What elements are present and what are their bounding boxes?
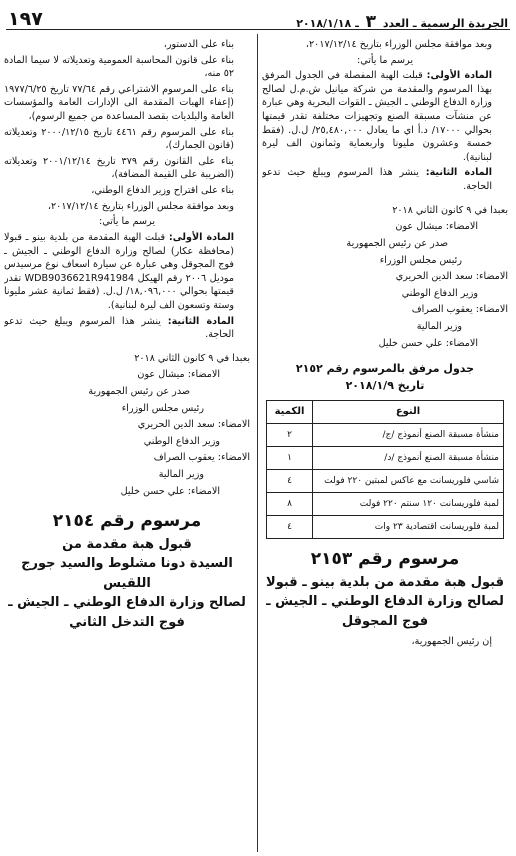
cell-qty: ٢ xyxy=(267,424,313,447)
cell-type: لمبة فلوريسانت ١٢٠ سنتم ٢٢٠ فولت xyxy=(313,493,504,516)
issued-place-date: بعبدا في ٩ كانون الثاني ٢٠١٨ xyxy=(392,204,508,216)
cell-type: لمبة فلوريسانت اقتصادية ٢٣ وات xyxy=(313,516,504,539)
table-title-line-1: جدول مرفق بالمرسوم رقم ٢١٥٢ xyxy=(295,362,475,376)
article-2 xyxy=(4,315,250,342)
issue-date: ٢٠١٨/١/١٨ xyxy=(296,17,352,30)
table-row xyxy=(267,424,504,447)
issued-by: صدر عن رئيس الجمهورية xyxy=(346,237,448,249)
table-header-row xyxy=(267,401,504,424)
article-1-text: قبلت الهبة المفصلة في الجدول المرفق بهذا المرسوم والمقدمة من شركة ميانيل ش.م.ل لصالح وزارة الدفاع الوطني ـ الجيش ـ القوات البحرية وهي عبارة عن منشآت مسبقة الصنع وتجهيزات مختلفة تقدر قيمتها بحوالي ١٧٠٠٠/ د.أ اي ما يعادل ٢٥,٤٨٠,٠٠٠/ ل.ل. (فقط خمسة وعشرون مليونا واربعماية وثمانون الف ليرة لبنانية). xyxy=(262,70,492,163)
approval-line: وبعد موافقة مجلس الوزراء بتاريخ ٢٠١٧/١٢/١٤، xyxy=(305,39,492,50)
basis-line: بناء على المرسوم الاشتراعي رقم ٧٧/٦٤ تاريخ ١٩٧٧/٦/٢٥ (إعفاء الهبات المقدمة الى الإدارات العامة والمؤسسات العامة والبلديات بقصد المساعدة من جميع الرسوم)، xyxy=(4,83,234,123)
header-qty: الكمية xyxy=(267,401,313,424)
table-row xyxy=(267,470,504,493)
defense-minister-title: وزير الدفاع الوطني xyxy=(401,287,478,299)
signature-block xyxy=(262,204,508,350)
defense-minister-title: وزير الدفاع الوطني xyxy=(143,435,220,447)
decree-2153-opening: إن رئيس الجمهورية، xyxy=(411,636,492,648)
article-1-text: قبلت الهبة المقدمة من بلدية بينو ـ قبولا (محافظة عكار) لصالح وزارة الدفاع الوطني ـ الجيش ـ فوج المجوقل وهي عبارة عن سيارة اسعاف نوع مرسيدس موديل ٢٠٠٦ رقم الهيكل WDB9036621R941984 تقدر قيمتها بحوالي ١٨,٠٩٦,٠٠٠/ ل.ل. (فقط ثمانية عشر مليونا وستة وتسعون الف ليرة لبنانية). xyxy=(4,231,234,311)
basis-line: وبعد موافقة مجلس الوزراء بتاريخ ٢٠١٧/١٢/١٤، xyxy=(47,200,234,212)
article-2-label: المادة الثانية: xyxy=(167,315,234,327)
cell-qty: ٨ xyxy=(267,493,313,516)
page-number: ١٩٧ xyxy=(8,8,43,30)
page-header xyxy=(6,4,510,30)
decree-2154-title-4: فوج التدخل الثاني xyxy=(69,614,185,630)
basis-line: بناء على المرسوم رقم ٤٤٦١ تاريخ ٢٠٠٠/١٢/١٥ وتعديلاته (قانون الجمارك)، xyxy=(4,126,234,152)
signature-defense-minister: الامضاء: يعقوب الصراف xyxy=(411,304,508,316)
basis-line: بناء على القانون رقم ٣٧٩ تاريخ ٢٠٠١/١٢/١٤ وتعديلاته (الضريبة على القيمة المضافة)، xyxy=(4,155,234,181)
decree-2154-title-3: لصالح وزارة الدفاع الوطني ـ الجيش ـ xyxy=(8,595,246,611)
table-row xyxy=(267,447,504,470)
article-2-text: ينشر هذا المرسوم ويبلغ حيث تدعو الحاجة. xyxy=(4,315,234,341)
table-row xyxy=(267,516,504,539)
signature-finance-minister: الامضاء: علي حسن خليل xyxy=(378,337,478,349)
cell-qty: ٤ xyxy=(267,470,313,493)
right-column xyxy=(262,38,508,852)
signature-block xyxy=(4,352,250,498)
pm-title: رئيس مجلس الوزراء xyxy=(121,402,204,414)
table-title xyxy=(262,361,508,394)
signature-pm: الامضاء: سعد الدين الحريري xyxy=(395,271,508,283)
cell-type: منشأة مسبقة الصنع أنموذج /ج/ xyxy=(313,424,504,447)
cell-qty: ١ xyxy=(267,447,313,470)
signature-president: الامضاء: ميشال عون xyxy=(137,369,220,381)
gifts-table xyxy=(266,400,504,539)
finance-minister-title: وزير المالية xyxy=(416,320,462,332)
article-2-label: المادة الثانية: xyxy=(425,167,492,179)
decree-2153-heading xyxy=(262,547,508,631)
decree-2153-title-1: قبول هبة مقدمة من بلدية بينو ـ قبولا xyxy=(266,574,504,590)
signature-president: الامضاء: ميشال عون xyxy=(395,221,478,233)
basis-line: بناء على قانون المحاسبة العمومية وتعديلاته لا سيما المادة ٥٢ منه، xyxy=(4,54,234,80)
decree-2153-title-3: فوج المجوقل xyxy=(341,613,429,629)
article-2 xyxy=(262,166,508,193)
article-1 xyxy=(4,231,250,313)
decree-2154-title-2: السيدة دونا مشلوط والسيد جورج اللقيس xyxy=(21,556,233,591)
decree-2154-number: مرسوم رقم ٢١٥٤ xyxy=(52,511,202,532)
issue-label: العدد xyxy=(382,17,409,30)
cell-type: شاسي فلوريسانت مع عاكس لمبتين ٢٢٠ فولت xyxy=(313,470,504,493)
issued-place-date: بعبدا في ٩ كانون الثاني ٢٠١٨ xyxy=(134,352,250,364)
pm-title: رئيس مجلس الوزراء xyxy=(379,254,462,266)
decree-2154-heading xyxy=(4,509,250,632)
article-1-label: المادة الأولى: xyxy=(168,231,234,243)
journal-name: الجريدة الرسمية xyxy=(420,17,508,30)
decree-line: يرسم ما يأتي: xyxy=(98,216,156,228)
article-1-label: المادة الأولى: xyxy=(426,70,492,82)
article-1 xyxy=(262,69,508,164)
signature-finance-minister: الامضاء: علي حسن خليل xyxy=(120,485,220,497)
signature-pm: الامضاء: سعد الدين الحريري xyxy=(137,419,250,431)
column-divider xyxy=(257,34,258,852)
cell-type: منشأة مسبقة الصنع أنموذج /د/ xyxy=(313,447,504,470)
table-row xyxy=(267,493,504,516)
article-2-text: ينشر هذا المرسوم ويبلغ حيث تدعو الحاجة. xyxy=(262,167,492,193)
cell-qty: ٤ xyxy=(267,516,313,539)
basis-line: بناء على اقتراح وزير الدفاع الوطني، xyxy=(91,185,234,197)
decree-2153-number: مرسوم رقم ٢١٥٣ xyxy=(310,549,460,570)
decree-2153-title-2: لصالح وزارة الدفاع الوطني ـ الجيش ـ xyxy=(266,594,504,610)
header-type: النوع xyxy=(313,401,504,424)
decree-2154-title-1: قبول هبة مقدمة من xyxy=(62,536,192,552)
decree-line: يرسم ما يأتي: xyxy=(356,54,414,66)
issue-number: ٣ xyxy=(365,12,377,32)
issued-by: صدر عن رئيس الجمهورية xyxy=(88,386,190,398)
basis-line: بناء على الدستور، xyxy=(163,39,234,50)
table-title-line-2: تاريخ ٢٠١٨/١/٩ xyxy=(345,378,425,392)
running-title: الجريدة الرسمية ـ العدد ٣ ـ ٢٠١٨/١/١٨ xyxy=(296,12,508,32)
left-column xyxy=(4,38,250,852)
finance-minister-title: وزير المالية xyxy=(158,469,204,481)
signature-defense-minister: الامضاء: يعقوب الصراف xyxy=(153,452,250,464)
